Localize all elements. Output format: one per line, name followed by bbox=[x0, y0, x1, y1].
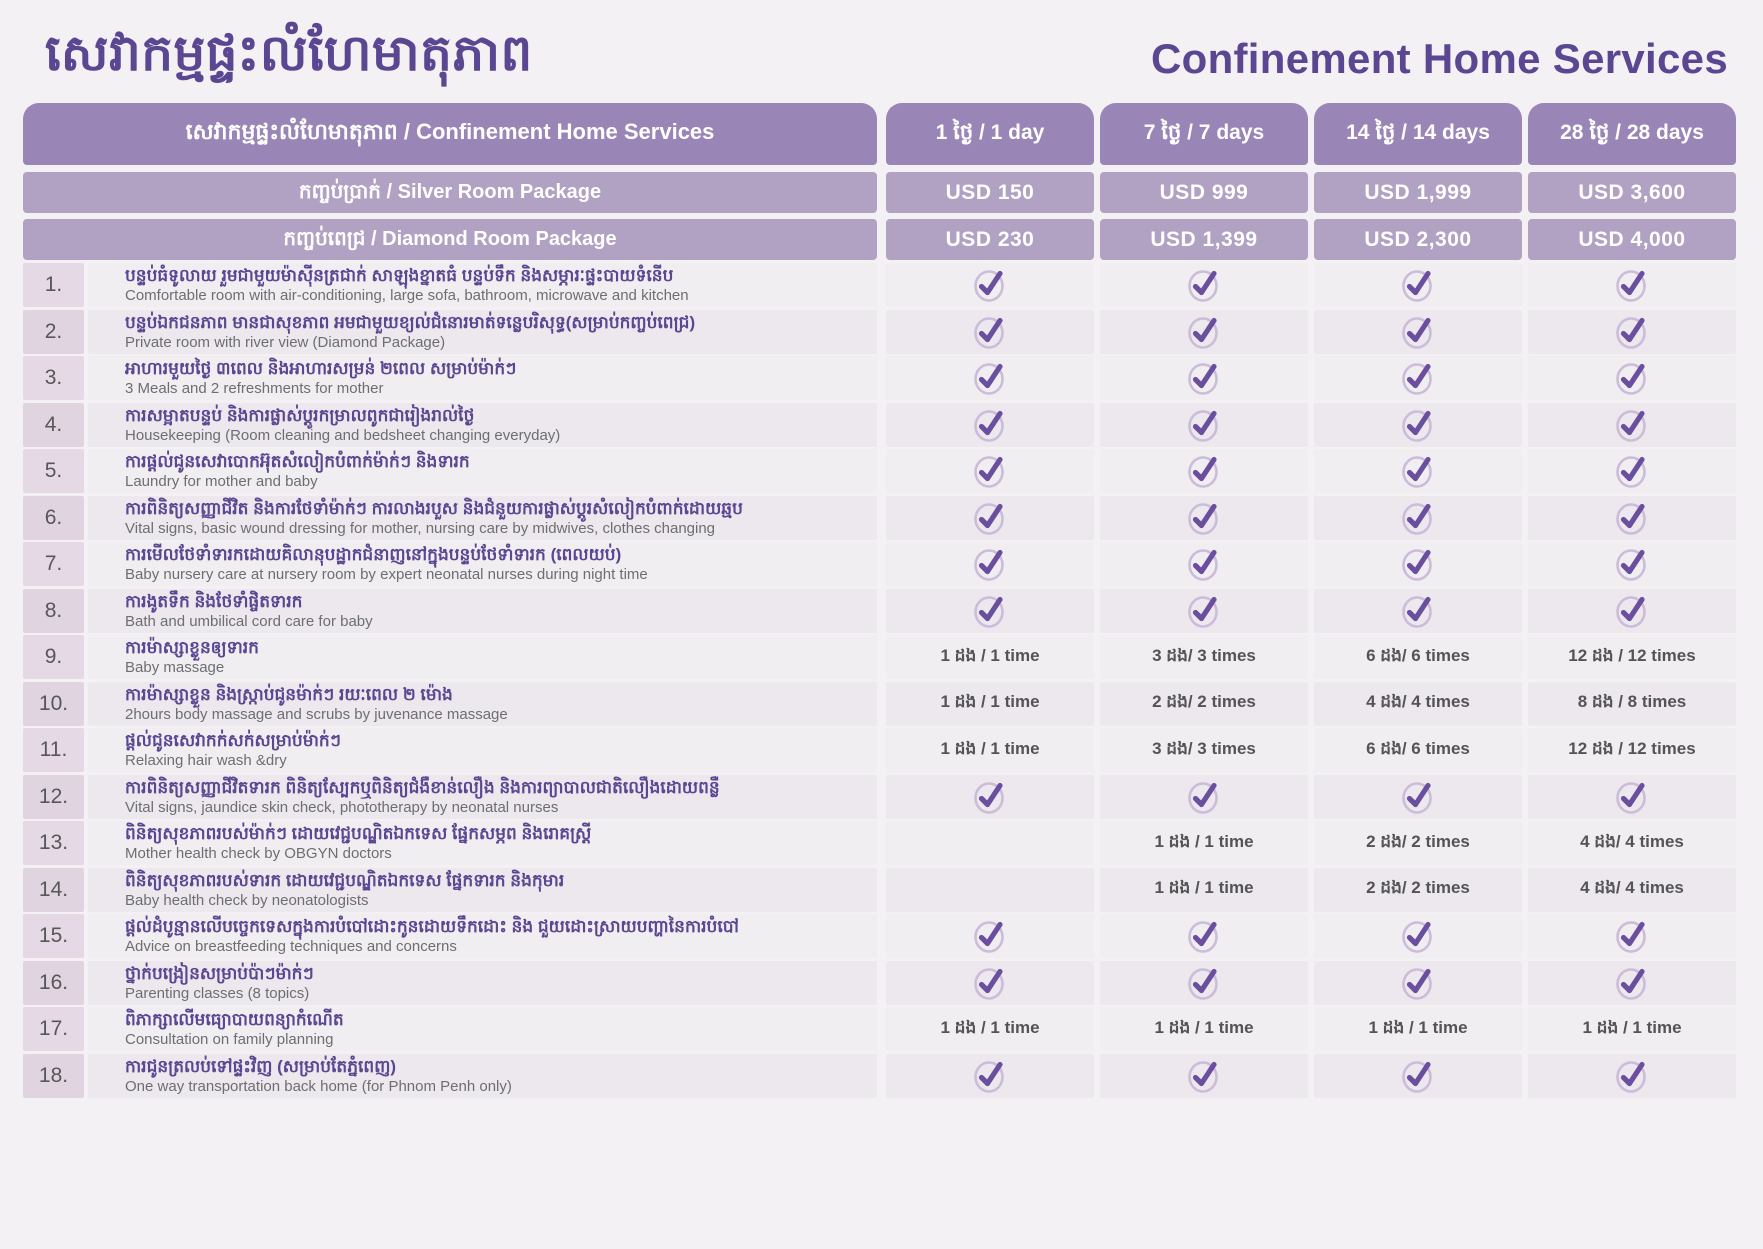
service-row bbox=[23, 449, 1736, 493]
service-value-cell bbox=[1100, 728, 1308, 772]
service-name-english: 2hours body massage and scrubs by juvenance massage bbox=[125, 705, 508, 723]
service-value: 1 ដង / 1 time bbox=[1154, 878, 1254, 897]
service-value-cell bbox=[1314, 868, 1522, 912]
service-value-cell bbox=[886, 775, 1094, 819]
service-value-cell bbox=[1528, 868, 1736, 912]
service-rows bbox=[23, 263, 1736, 1098]
check-icon bbox=[1613, 545, 1651, 583]
check-icon bbox=[1613, 1057, 1651, 1095]
check-icon bbox=[1613, 406, 1651, 444]
service-value-cell bbox=[1528, 635, 1736, 679]
row-number: 13. bbox=[23, 821, 84, 865]
service-name-khmer: ថ្នាក់បង្រៀនសម្រាប់ប៉ាៗម៉ាក់ៗ bbox=[125, 963, 314, 983]
check-icon bbox=[1399, 1057, 1437, 1095]
page-title-english: Confinement Home Services bbox=[1150, 34, 1728, 82]
service-value-cell bbox=[1528, 496, 1736, 540]
check-icon bbox=[971, 545, 1009, 583]
service-name-khmer: ការមើលថែទាំទារកដោយគិលានុបដ្ឋាកជំនាញនៅក្នុងបន្ទប់ថែទាំទារក (ពេលយប់) bbox=[125, 545, 622, 564]
service-value-cell bbox=[886, 1007, 1094, 1051]
service-value: 1 ដង / 1 time bbox=[940, 692, 1040, 711]
service-value: 6 ដង/ 6 times bbox=[1366, 645, 1470, 665]
service-row bbox=[23, 496, 1736, 540]
package-price: USD 150 bbox=[886, 172, 1094, 213]
check-icon bbox=[1399, 359, 1437, 397]
check-icon bbox=[1399, 266, 1437, 304]
day-column-header: 1 ថ្ងៃ / 1 day bbox=[886, 103, 1094, 165]
package-price: USD 1,399 bbox=[1100, 219, 1308, 260]
service-label bbox=[88, 449, 877, 493]
service-value-cell bbox=[1528, 961, 1736, 1005]
service-row bbox=[23, 682, 1736, 726]
check-icon bbox=[1399, 964, 1437, 1002]
service-label bbox=[88, 635, 877, 679]
service-value-cell bbox=[1528, 1054, 1736, 1098]
service-name-khmer: ការជូនត្រលប់ទៅផ្ទះវិញ (សម្រាប់តែភ្នំពេញ) bbox=[125, 1056, 397, 1076]
check-icon bbox=[1613, 266, 1651, 304]
check-icon bbox=[1185, 359, 1223, 397]
service-name-khmer: ការសម្អាតបន្ទប់ និងការផ្លាស់ប្តូរកម្រាលពូកជារៀងរាល់ថ្ងៃ bbox=[125, 405, 475, 425]
service-value: 4 ដង/ 4 times bbox=[1580, 878, 1684, 897]
service-row bbox=[23, 821, 1736, 865]
service-row bbox=[23, 961, 1736, 1005]
service-value-cell bbox=[1100, 496, 1308, 540]
service-name-khmer: ការម៉ាស្សាខ្លួនឲ្យទារក bbox=[125, 638, 259, 657]
service-value-cell bbox=[1314, 775, 1522, 819]
service-name-english: Vital signs, jaundice skin check, phototherapy by neonatal nurses bbox=[125, 798, 559, 816]
service-value-cell bbox=[1314, 1007, 1522, 1051]
service-row bbox=[23, 635, 1736, 679]
service-name-english: Housekeeping (Room cleaning and bedsheet changing everyday) bbox=[125, 426, 561, 444]
table-header-row bbox=[23, 103, 1736, 165]
service-value-cell bbox=[886, 868, 1094, 912]
service-value: 2 ដង/ 2 times bbox=[1366, 878, 1470, 897]
service-value-cell bbox=[1100, 682, 1308, 726]
check-icon bbox=[1185, 917, 1223, 955]
service-value-cell bbox=[1100, 868, 1308, 912]
row-number: 15. bbox=[23, 914, 84, 958]
service-value-cell bbox=[1528, 589, 1736, 633]
package-price: USD 2,300 bbox=[1314, 219, 1522, 260]
service-value-cell bbox=[1314, 403, 1522, 447]
service-label bbox=[88, 914, 877, 958]
service-value-cell bbox=[886, 449, 1094, 493]
check-icon bbox=[1185, 313, 1223, 351]
check-icon bbox=[1613, 778, 1651, 816]
row-number: 1. bbox=[23, 263, 84, 307]
check-icon bbox=[971, 917, 1009, 955]
service-value-cell bbox=[1528, 449, 1736, 493]
package-label: កញ្ចប់ពេជ្រ / Diamond Room Package bbox=[23, 219, 877, 260]
service-label bbox=[88, 728, 877, 772]
service-name-khmer: ការងូតទឹក និងថែទាំផ្ចិតទារក bbox=[125, 591, 303, 611]
check-icon bbox=[1185, 1057, 1223, 1095]
service-value: 8 ដង / 8 times bbox=[1577, 692, 1687, 711]
service-value-cell bbox=[886, 635, 1094, 679]
package-price: USD 4,000 bbox=[1528, 219, 1736, 260]
package-row bbox=[23, 172, 1736, 213]
service-name-english: Advice on breastfeeding techniques and concerns bbox=[125, 938, 457, 955]
service-label bbox=[88, 589, 877, 633]
service-value: 12 ដង / 12 times bbox=[1568, 645, 1696, 665]
service-label bbox=[88, 961, 877, 1005]
check-icon bbox=[1399, 592, 1437, 630]
check-icon bbox=[1399, 452, 1437, 490]
service-name-english: Baby health check by neonatologists bbox=[125, 891, 369, 909]
service-value: 4 ដង/ 4 times bbox=[1580, 831, 1684, 851]
service-row bbox=[23, 263, 1736, 307]
service-name-khmer: ការផ្តល់ជូនសេវាបោកអ៊ុតសំលៀកបំពាក់ម៉ាក់ៗ និងទារក bbox=[125, 452, 470, 471]
check-icon bbox=[971, 266, 1009, 304]
service-value: 1 ដង / 1 time bbox=[1154, 1017, 1254, 1037]
service-value: 2 ដង/ 2 times bbox=[1152, 692, 1256, 711]
service-name-english: 3 Meals and 2 refreshments for mother bbox=[125, 380, 384, 397]
service-row bbox=[23, 868, 1736, 912]
service-value-cell bbox=[886, 914, 1094, 958]
service-value-cell bbox=[1528, 914, 1736, 958]
service-name-khmer: បន្ទប់ធំទូលាយ រួមជាមួយម៉ាស៊ីនត្រជាក់ សាឡុងខ្នាតធំ បន្ទប់ទឹក និងសម្ភារៈផ្ទះបាយទំនើប bbox=[125, 266, 674, 285]
service-name-english: Relaxing hair wash &dry bbox=[125, 752, 287, 769]
service-label bbox=[88, 1054, 877, 1098]
service-name-khmer: ពិនិត្យសុខភាពរបស់ម៉ាក់ៗ ដោយវេជ្ជបណ្ឌិតឯកទេស ផ្នែកសម្ភព និងរោគស្ត្រី bbox=[125, 824, 592, 843]
service-name-khmer: ផ្តល់ជូនសេវាកក់សក់សម្រាប់ម៉ាក់ៗ bbox=[125, 731, 341, 750]
service-row bbox=[23, 589, 1736, 633]
service-value: 12 ដង / 12 times bbox=[1568, 738, 1696, 758]
check-icon bbox=[971, 452, 1009, 490]
service-value: 3 ដង/ 3 times bbox=[1152, 738, 1256, 758]
service-value-cell bbox=[886, 728, 1094, 772]
package-label: កញ្ចប់ប្រាក់ / Silver Room Package bbox=[23, 172, 877, 213]
package-row bbox=[23, 219, 1736, 260]
service-value-cell bbox=[1528, 1007, 1736, 1051]
table-header-label: សេវាកម្មផ្ទះលំហែមាតុភាព / Confinement Home Services bbox=[23, 103, 877, 165]
service-value-cell bbox=[1528, 356, 1736, 400]
service-row bbox=[23, 403, 1736, 447]
check-icon bbox=[971, 406, 1009, 444]
check-icon bbox=[1613, 499, 1651, 537]
page-header bbox=[23, 0, 1736, 103]
service-name-khmer: អាហារមួយថ្ងៃ ៣ពេល និងអាហារសម្រន់ ២ពេល សម្រាប់ម៉ាក់ៗ bbox=[125, 359, 517, 378]
service-name-english: One way transportation back home (for Phnom Penh only) bbox=[125, 1077, 512, 1095]
service-value-cell bbox=[1528, 263, 1736, 307]
service-value-cell bbox=[1100, 589, 1308, 633]
check-icon bbox=[971, 1057, 1009, 1095]
service-value: 1 ដង / 1 time bbox=[940, 1017, 1040, 1037]
service-name-khmer: ផ្តល់ដំបូន្មានលើបច្ចេកទេសក្នុងការបំបៅដោះកូនដោយទឹកដោះ និង ជួយដោះស្រាយបញ្ហានៃការបំបៅ bbox=[125, 917, 739, 936]
service-name-english: Laundry for mother and baby bbox=[125, 473, 318, 490]
service-value-cell bbox=[1314, 1054, 1522, 1098]
check-icon bbox=[971, 499, 1009, 537]
check-icon bbox=[1185, 545, 1223, 583]
service-value-cell bbox=[1528, 775, 1736, 819]
service-value-cell bbox=[1100, 356, 1308, 400]
service-value-cell bbox=[1314, 310, 1522, 354]
service-row bbox=[23, 310, 1736, 354]
service-value-cell bbox=[1100, 635, 1308, 679]
service-name-khmer: ការពិនិត្យសញ្ញាជីវិត និងការថែទាំម៉ាក់ៗ ការលាងរបួស និងជំនួយការផ្លាស់ប្តូរសំលៀកបំពាក់ដោយឆ្មប bbox=[125, 498, 743, 518]
check-icon bbox=[1613, 359, 1651, 397]
check-icon bbox=[1399, 313, 1437, 351]
row-number: 11. bbox=[23, 728, 84, 772]
service-name-khmer: ការពិនិត្យសញ្ញាជីវិតទារក ពិនិត្យស្បែកឬពិនិត្យជំងឺខាន់លឿង និងការព្យាបាលជាតិលឿងដោយពន្លឺ bbox=[125, 777, 720, 797]
check-icon bbox=[1399, 406, 1437, 444]
service-value-cell bbox=[886, 1054, 1094, 1098]
service-value-cell bbox=[886, 961, 1094, 1005]
service-label bbox=[88, 682, 877, 726]
service-value-cell bbox=[886, 310, 1094, 354]
row-number: 10. bbox=[23, 682, 84, 726]
service-name-english: Baby massage bbox=[125, 659, 225, 676]
service-name-english: Consultation on family planning bbox=[125, 1031, 334, 1048]
service-value-cell bbox=[1314, 496, 1522, 540]
row-number: 8. bbox=[23, 589, 84, 633]
check-icon bbox=[1185, 964, 1223, 1002]
service-value-cell bbox=[886, 821, 1094, 865]
service-name-english: Mother health check by OBGYN doctors bbox=[125, 845, 392, 862]
check-icon bbox=[1613, 452, 1651, 490]
service-value-cell bbox=[1100, 263, 1308, 307]
service-value-cell bbox=[1314, 961, 1522, 1005]
row-number: 7. bbox=[23, 542, 84, 586]
service-label bbox=[88, 821, 877, 865]
service-value-cell bbox=[1314, 356, 1522, 400]
service-value-cell bbox=[1528, 403, 1736, 447]
service-value-cell bbox=[1528, 821, 1736, 865]
check-icon bbox=[1185, 266, 1223, 304]
check-icon bbox=[1399, 778, 1437, 816]
service-row bbox=[23, 1007, 1736, 1051]
check-icon bbox=[1185, 406, 1223, 444]
service-value-cell bbox=[886, 496, 1094, 540]
service-value-cell bbox=[1100, 542, 1308, 586]
service-value-cell bbox=[1314, 263, 1522, 307]
service-value: 6 ដង/ 6 times bbox=[1366, 738, 1470, 758]
package-rows bbox=[23, 172, 1736, 260]
service-name-english: Private room with river view (Diamond Package) bbox=[125, 333, 446, 351]
check-icon bbox=[971, 359, 1009, 397]
service-name-khmer: ពិភាក្សាលើមធ្យោបាយពន្យាកំណើត bbox=[125, 1010, 344, 1029]
service-label bbox=[88, 542, 877, 586]
day-column-header: 7 ថ្ងៃ / 7 days bbox=[1100, 103, 1308, 165]
service-value: 2 ដង/ 2 times bbox=[1366, 831, 1470, 851]
package-price: USD 999 bbox=[1100, 172, 1308, 213]
service-value: 3 ដង/ 3 times bbox=[1152, 645, 1256, 665]
service-value: 4 ដង/ 4 times bbox=[1366, 692, 1470, 711]
check-icon bbox=[1613, 917, 1651, 955]
service-value-cell bbox=[1314, 682, 1522, 726]
day-columns bbox=[886, 103, 1736, 165]
row-number: 9. bbox=[23, 635, 84, 679]
service-label bbox=[88, 310, 877, 354]
service-value-cell bbox=[886, 356, 1094, 400]
check-icon bbox=[1613, 313, 1651, 351]
service-value-cell bbox=[1314, 914, 1522, 958]
service-value: 1 ដង / 1 time bbox=[940, 738, 1040, 758]
check-icon bbox=[971, 313, 1009, 351]
service-row bbox=[23, 775, 1736, 819]
service-label bbox=[88, 496, 877, 540]
check-icon bbox=[1185, 592, 1223, 630]
service-name-english: Bath and umbilical cord care for baby bbox=[125, 612, 373, 630]
service-value: 1 ដង / 1 time bbox=[940, 645, 1040, 665]
service-value-cell bbox=[1100, 775, 1308, 819]
service-label bbox=[88, 868, 877, 912]
service-value-cell bbox=[886, 589, 1094, 633]
check-icon bbox=[1399, 499, 1437, 537]
service-row bbox=[23, 914, 1736, 958]
check-icon bbox=[1399, 917, 1437, 955]
check-icon bbox=[971, 778, 1009, 816]
service-name-english: Vital signs, basic wound dressing for mother, nursing care by midwives, clothes changing bbox=[125, 519, 716, 537]
service-value-cell bbox=[1100, 1007, 1308, 1051]
page-title-khmer: សេវាកម្មផ្ទះលំហែមាតុភាព bbox=[45, 25, 533, 81]
service-label bbox=[88, 356, 877, 400]
service-value-cell bbox=[1314, 635, 1522, 679]
check-icon bbox=[1613, 592, 1651, 630]
check-icon bbox=[971, 592, 1009, 630]
day-column-header: 28 ថ្ងៃ / 28 days bbox=[1528, 103, 1736, 165]
row-number: 5. bbox=[23, 449, 84, 493]
row-number: 14. bbox=[23, 868, 84, 912]
service-name-english: Baby nursery care at nursery room by expert neonatal nurses during night time bbox=[125, 566, 648, 583]
service-label bbox=[88, 403, 877, 447]
service-value-cell bbox=[1100, 310, 1308, 354]
service-value: 1 ដង / 1 time bbox=[1582, 1017, 1682, 1037]
service-label bbox=[88, 263, 877, 307]
package-price: USD 1,999 bbox=[1314, 172, 1522, 213]
service-value-cell bbox=[886, 682, 1094, 726]
service-value-cell bbox=[1314, 449, 1522, 493]
row-number: 12. bbox=[23, 775, 84, 819]
check-icon bbox=[1185, 778, 1223, 816]
service-name-english: Comfortable room with air-conditioning, large sofa, bathroom, microwave and kitchen bbox=[125, 287, 689, 304]
service-value-cell bbox=[1314, 542, 1522, 586]
service-value-cell bbox=[1314, 821, 1522, 865]
service-value-cell bbox=[1100, 1054, 1308, 1098]
row-number: 2. bbox=[23, 310, 84, 354]
service-value-cell bbox=[1314, 589, 1522, 633]
service-value-cell bbox=[1528, 728, 1736, 772]
service-row bbox=[23, 542, 1736, 586]
service-value-cell bbox=[1528, 542, 1736, 586]
check-icon bbox=[1185, 499, 1223, 537]
service-value-cell bbox=[1100, 914, 1308, 958]
service-row bbox=[23, 728, 1736, 772]
row-number: 18. bbox=[23, 1054, 84, 1098]
service-value-cell bbox=[1100, 961, 1308, 1005]
service-value-cell bbox=[886, 542, 1094, 586]
service-value-cell bbox=[1314, 728, 1522, 772]
service-value: 1 ដង / 1 time bbox=[1154, 831, 1254, 851]
row-number: 16. bbox=[23, 961, 84, 1005]
service-name-english: Parenting classes (8 topics) bbox=[125, 984, 310, 1002]
service-row bbox=[23, 1054, 1736, 1098]
package-price: USD 230 bbox=[886, 219, 1094, 260]
row-number: 3. bbox=[23, 356, 84, 400]
service-value: 1 ដង / 1 time bbox=[1368, 1017, 1468, 1037]
service-name-khmer: ការម៉ាស្សាខ្លួន និងស្ក្រាប់ជូនម៉ាក់ៗ រយៈពេល ២ ម៉ោង bbox=[125, 684, 453, 704]
service-value-cell bbox=[1528, 682, 1736, 726]
row-number: 17. bbox=[23, 1007, 84, 1051]
row-number: 6. bbox=[23, 496, 84, 540]
service-value-cell bbox=[886, 403, 1094, 447]
service-value-cell bbox=[1528, 310, 1736, 354]
package-price: USD 3,600 bbox=[1528, 172, 1736, 213]
service-label bbox=[88, 775, 877, 819]
service-name-khmer: បន្ទប់ឯកជនភាព មានជាសុខភាព អមជាមួយខ្យល់ជំនោរមាត់ទន្លេបរិសុទ្ធ(សម្រាប់កញ្ចប់ពេជ្រ) bbox=[125, 312, 696, 332]
service-label bbox=[88, 1007, 877, 1051]
check-icon bbox=[1185, 452, 1223, 490]
service-value-cell bbox=[1100, 449, 1308, 493]
day-column-header: 14 ថ្ងៃ / 14 days bbox=[1314, 103, 1522, 165]
service-name-khmer: ពិនិត្យសុខភាពរបស់ទារក ដោយវេជ្ជបណ្ឌិតឯកទេស ផ្នែកទារក និងកុមារ bbox=[125, 870, 565, 890]
row-number: 4. bbox=[23, 403, 84, 447]
service-value-cell bbox=[1100, 403, 1308, 447]
check-icon bbox=[971, 964, 1009, 1002]
service-value-cell bbox=[1100, 821, 1308, 865]
service-row bbox=[23, 356, 1736, 400]
service-value-cell bbox=[886, 263, 1094, 307]
check-icon bbox=[1613, 964, 1651, 1002]
check-icon bbox=[1399, 545, 1437, 583]
